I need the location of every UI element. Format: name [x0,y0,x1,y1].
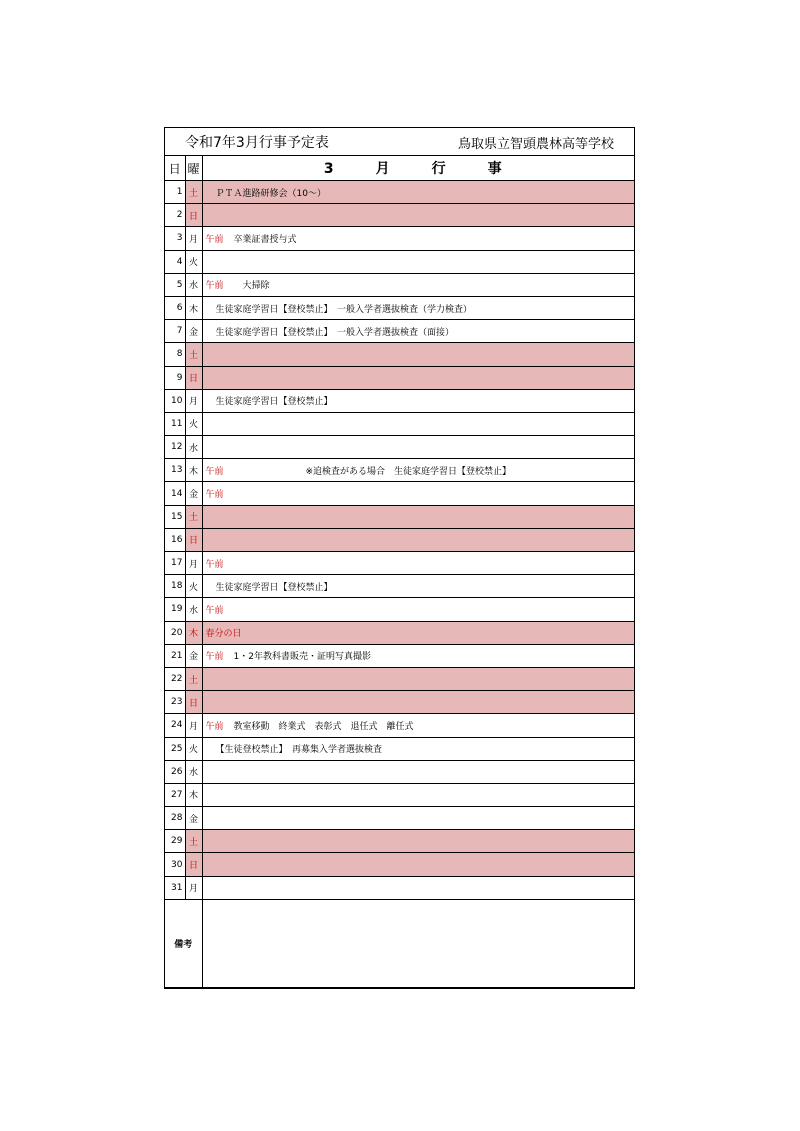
weekday-cell: 木 [185,296,202,319]
day-cell: 9 [165,366,185,389]
header-row [165,156,634,181]
table-row [165,876,634,899]
weekday-cell: 土 [185,667,202,690]
day-cell: 31 [165,876,185,899]
event-text: 【生徒登校禁止】 再募集入学者選抜検査 [215,745,383,756]
weekday-cell: 金 [185,320,202,343]
day-cell: 6 [165,296,185,319]
event-text: 生徒家庭学習日【登校禁止】 [215,397,333,408]
schedule-table [165,156,634,988]
day-cell: 1 [165,181,185,204]
event-text: 1・2年教科書販売・証明写真撮影 [233,652,371,663]
table-row [165,296,634,319]
day-cell: 29 [165,830,185,853]
event-cell [202,644,634,667]
weekday-cell: 火 [185,737,202,760]
weekday-cell: 月 [185,714,202,737]
table-row [165,528,634,551]
event-tag: 午前 [205,490,224,501]
table-row [165,204,634,227]
event-tag: 午前 [205,281,224,292]
day-cell: 25 [165,737,185,760]
event-text: 生徒家庭学習日【登校禁止】 一般入学者選抜検査（面接） [215,327,455,338]
event-tag: 午前 [205,559,224,570]
weekday-cell: 日 [185,204,202,227]
weekday-cell: 水 [185,273,202,296]
weekday-cell: 月 [185,227,202,250]
event-cell [202,343,634,366]
day-cell: 11 [165,412,185,435]
day-cell: 18 [165,575,185,598]
table-row [165,250,634,273]
event-text: 教室移動 終業式 表彰式 退任式 離任式 [233,721,414,732]
title-row [165,128,634,156]
table-row [165,459,634,482]
header-day: 日 [165,156,185,181]
event-text: 生徒家庭学習日【登校禁止】 [215,582,333,593]
weekday-cell: 日 [185,366,202,389]
day-cell: 13 [165,459,185,482]
event-text: ※追検査がある場合 生徒家庭学習日【登校禁止】 [233,466,512,477]
event-cell [202,830,634,853]
event-cell [202,783,634,806]
day-cell: 20 [165,621,185,644]
event-cell [202,691,634,714]
event-cell [202,296,634,319]
day-cell: 17 [165,552,185,575]
schedule-sheet [164,127,635,989]
weekday-cell: 金 [185,807,202,830]
event-cell [202,459,634,482]
day-cell: 3 [165,227,185,250]
event-tag: 午前 [205,721,224,732]
weekday-cell: 土 [185,830,202,853]
weekday-cell: 金 [185,644,202,667]
day-cell: 14 [165,482,185,505]
event-tag: 午前 [205,466,224,477]
weekday-cell: 日 [185,691,202,714]
table-row [165,436,634,459]
event-text: 大掃除 [233,281,270,292]
event-cell [202,807,634,830]
event-cell [202,853,634,876]
weekday-cell: 木 [185,459,202,482]
event-cell [202,250,634,273]
day-cell: 4 [165,250,185,273]
day-cell: 26 [165,760,185,783]
table-row [165,482,634,505]
table-row [165,760,634,783]
weekday-cell: 月 [185,552,202,575]
weekday-cell: 水 [185,598,202,621]
day-cell: 16 [165,528,185,551]
event-cell [202,760,634,783]
event-text: 生徒家庭学習日【登校禁止】 一般入学者選抜検査（学力検査） [215,304,473,315]
weekday-cell: 月 [185,389,202,412]
table-row [165,412,634,435]
table-row [165,644,634,667]
table-row [165,714,634,737]
event-tag: 春分の日 [205,629,242,640]
event-cell [202,320,634,343]
table-row [165,181,634,204]
page-title: 令和7年3月行事予定表 [185,135,329,151]
event-text: 卒業証書授与式 [233,234,297,245]
event-cell [202,505,634,528]
day-cell: 2 [165,204,185,227]
day-cell: 28 [165,807,185,830]
event-cell [202,876,634,899]
table-row [165,320,634,343]
day-cell: 19 [165,598,185,621]
header-events: 3 月 行 事 [202,156,634,181]
event-cell [202,389,634,412]
table-row [165,667,634,690]
table-row [165,598,634,621]
weekday-cell: 水 [185,760,202,783]
remarks-row [165,899,634,987]
day-cell: 24 [165,714,185,737]
table-row [165,807,634,830]
day-cell: 22 [165,667,185,690]
table-row [165,389,634,412]
day-cell: 27 [165,783,185,806]
event-cell [202,412,634,435]
table-row [165,343,634,366]
weekday-cell: 火 [185,575,202,598]
day-cell: 15 [165,505,185,528]
weekday-cell: 土 [185,181,202,204]
event-cell [202,273,634,296]
event-cell [202,436,634,459]
event-cell [202,181,634,204]
remarks-label: 備考 [165,899,202,987]
weekday-cell: 木 [185,783,202,806]
weekday-cell: 土 [185,505,202,528]
table-row [165,575,634,598]
event-text: ＰＴＡ進路研修会（10～） [215,188,326,199]
school-name: 鳥取県立智頭農林高等学校 [457,137,614,152]
weekday-cell: 金 [185,482,202,505]
table-row [165,621,634,644]
event-cell [202,737,634,760]
table-row [165,552,634,575]
event-cell [202,552,634,575]
table-row [165,227,634,250]
day-cell: 10 [165,389,185,412]
day-cell: 7 [165,320,185,343]
day-cell: 8 [165,343,185,366]
event-cell [202,575,634,598]
weekday-cell: 火 [185,250,202,273]
remarks-content [202,899,634,987]
weekday-cell: 日 [185,853,202,876]
day-cell: 30 [165,853,185,876]
event-cell [202,667,634,690]
weekday-cell: 水 [185,436,202,459]
event-cell [202,366,634,389]
day-cell: 12 [165,436,185,459]
weekday-cell: 土 [185,343,202,366]
event-cell [202,528,634,551]
day-cell: 5 [165,273,185,296]
table-row [165,737,634,760]
event-cell [202,482,634,505]
event-cell [202,598,634,621]
day-cell: 23 [165,691,185,714]
event-cell [202,621,634,644]
weekday-cell: 月 [185,876,202,899]
event-cell [202,227,634,250]
header-weekday: 曜 [185,156,202,181]
table-row [165,830,634,853]
weekday-cell: 火 [185,412,202,435]
table-row [165,366,634,389]
weekday-cell: 木 [185,621,202,644]
table-row [165,783,634,806]
event-cell [202,714,634,737]
table-row [165,853,634,876]
event-tag: 午前 [205,652,224,663]
table-row [165,691,634,714]
event-tag: 午前 [205,234,224,245]
weekday-cell: 日 [185,528,202,551]
event-cell [202,204,634,227]
table-row [165,273,634,296]
table-row [165,505,634,528]
event-tag: 午前 [205,605,224,616]
day-cell: 21 [165,644,185,667]
